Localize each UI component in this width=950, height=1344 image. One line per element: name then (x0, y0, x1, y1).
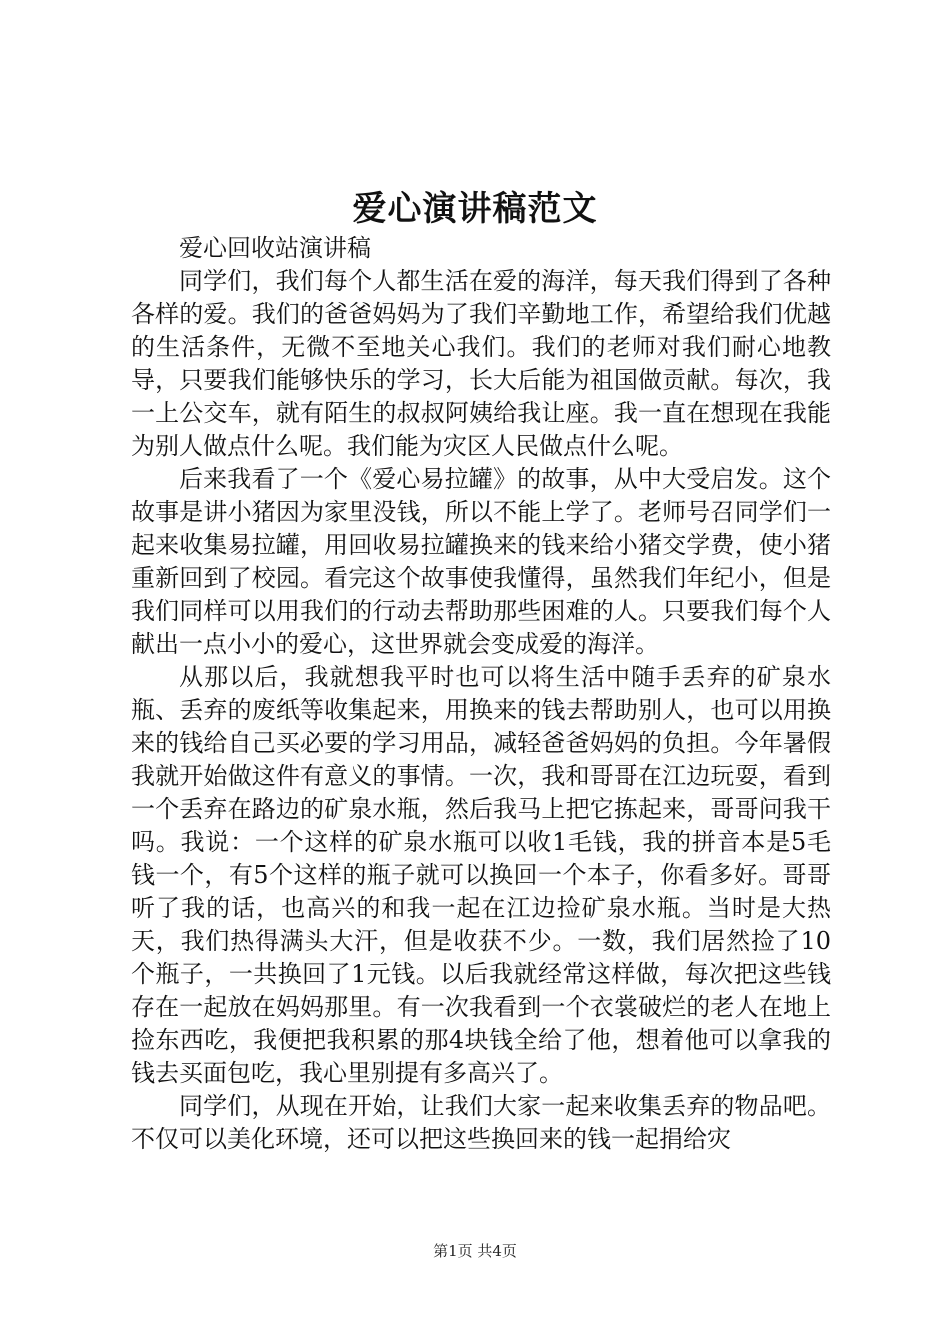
body-paragraph-2: 后来我看了一个《爱心易拉罐》的故事，从中大受启发。这个故事是讲小猪因为家里没钱，所以不能上学了。老师号召同学们一起来收集易拉罐，用回收易拉罐换来的钱来给小猪交学费，使小猪重新回到了校园。看完这个故事使我懂得，虽然我们年纪小，但是我们同样可以用我们的行动去帮助那些困难的人。只要我们每个人献出一点小小的爱心，这世界就会变成爱的海洋。 (131, 465, 831, 658)
body-paragraph-3: 从那以后，我就想我平时也可以将生活中随手丢弃的矿泉水瓶、丢弃的废纸等收集起来，用换来的钱去帮助别人，也可以用换来的钱给自己买必要的学习用品，减轻爸爸妈妈的负担。今年暑假我就开始做这件有意义的事情。一次，我和哥哥在江边玩耍，看到一个丢弃在路边的矿泉水瓶，然后我马上把它拣起来，哥哥问我干吗。我说：一个这样的矿泉水瓶可以收1毛钱，我的拼音本是5毛钱一个，有5个这样的瓶子就可以换回一个本子，你看多好。哥哥听了我的话，也高兴的和我一起在江边捡矿泉水瓶。当时是大热天，我们热得满头大汗，但是收获不少。一数，我们居然捡了10个瓶子，一共换回了1元钱。以后我就经常这样做，每次把这些钱存在一起放在妈妈那里。有一次我看到一个衣裳破烂的老人在地上捡东西吃，我便把我积累的那4块钱全给了他，想着他可以拿我的钱去买面包吃，我心里别提有多高兴了。 (131, 663, 831, 1087)
subtitle-paragraph: 爱心回收站演讲稿 (179, 234, 371, 262)
page-number-footer: 第1页 共4页 (433, 1242, 517, 1260)
body-paragraph-1: 同学们，我们每个人都生活在爱的海洋，每天我们得到了各种各样的爱。我们的爸爸妈妈为了我们辛勤地工作，希望给我们优越的生活条件，无微不至地关心我们。我们的老师对我们耐心地教导，只要我们能够快乐的学习，长大后能为祖国做贡献。每次，我一上公交车，就有陌生的叔叔阿姨给我让座。我一直在想现在我能为别人做点什么呢。我们能为灾区人民做点什么呢。 (131, 267, 831, 460)
document-body (131, 232, 831, 1156)
document-title: 爱心演讲稿范文 (352, 189, 598, 229)
body-paragraph-4: 同学们，从现在开始，让我们大家一起来收集丢弃的物品吧。不仅可以美化环境，还可以把这些换回来的钱一起捐给灾 (131, 1092, 831, 1153)
